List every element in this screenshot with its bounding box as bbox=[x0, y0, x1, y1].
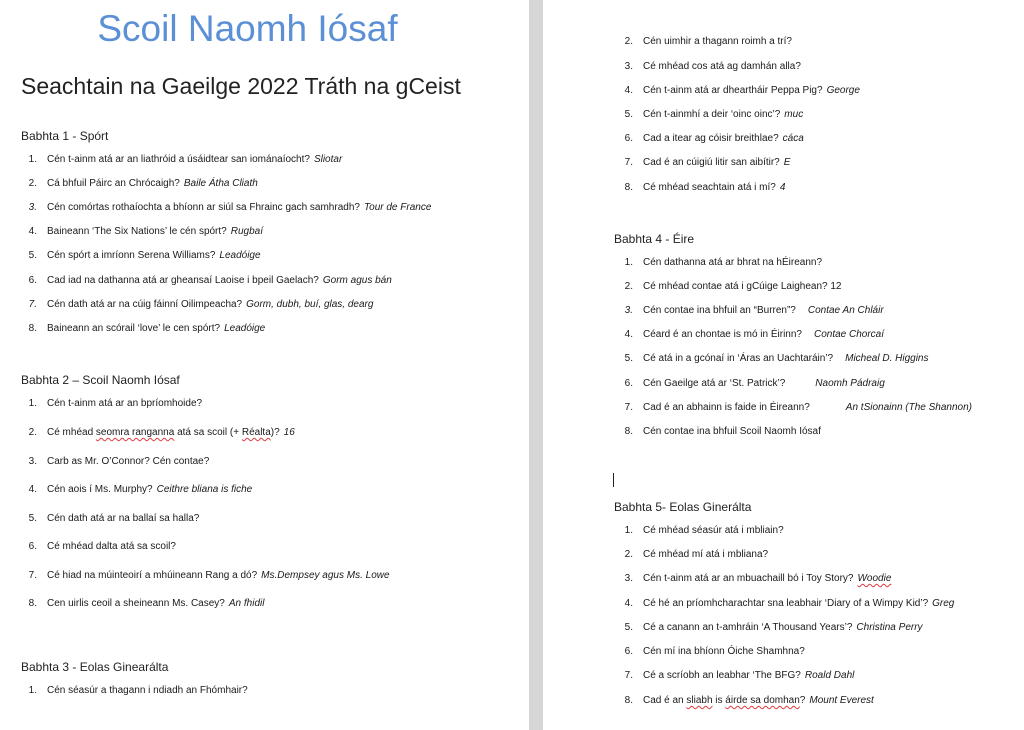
question-number: 5. bbox=[624, 622, 633, 633]
question-body: ? bbox=[799, 695, 806, 706]
question-text bbox=[643, 548, 768, 562]
question-text bbox=[643, 181, 785, 195]
question-body: Baineann an scórail ‘love’ le cen spórt? bbox=[47, 323, 221, 334]
question-number: 6. bbox=[28, 541, 37, 552]
question-body: Cé mhéad contae atá i gCúige Laighean? 12 bbox=[643, 281, 842, 292]
document-page-2 bbox=[543, 0, 1024, 730]
question-body: Cén spórt a imríonn Serena Williams? bbox=[47, 250, 216, 261]
question-number: 8. bbox=[624, 182, 633, 193]
question-number: 3. bbox=[624, 305, 633, 316]
question-body: Cén aois í Ms. Murphy? bbox=[47, 484, 153, 495]
question-number: 8. bbox=[624, 695, 633, 706]
question-number: 3. bbox=[624, 61, 633, 72]
question-text bbox=[47, 201, 431, 215]
question-text bbox=[643, 156, 790, 170]
question-text bbox=[643, 84, 860, 98]
question-text bbox=[643, 621, 923, 635]
spelling-error-text: seomra ranganna bbox=[95, 427, 175, 438]
question-text bbox=[643, 425, 821, 439]
question-number: 8. bbox=[28, 598, 37, 609]
question-body: Cé a scríobh an leabhar ‘The BFG? bbox=[643, 670, 801, 681]
question-text bbox=[643, 328, 884, 342]
question-body: Cé mhéad séasúr atá i mbliain? bbox=[643, 525, 784, 536]
question-number: 4. bbox=[28, 226, 37, 237]
question-number: 4. bbox=[624, 598, 633, 609]
question-text bbox=[643, 572, 891, 586]
question-body: Cén dath atá ar na cúig fáinní Oilimpeacha? bbox=[47, 299, 243, 310]
question-body: Cén mí ina bhíonn Óiche Shamhna? bbox=[643, 646, 805, 657]
answer-text: Sliotar bbox=[313, 154, 343, 165]
question-text bbox=[643, 280, 841, 294]
question-body: Carb as Mr. O’Connor? Cén contae? bbox=[47, 456, 210, 467]
question-number: 8. bbox=[28, 323, 37, 334]
question-text bbox=[47, 397, 202, 411]
question-body: Cé hiad na múinteoirí a mhúineann Rang a dó? bbox=[47, 570, 258, 581]
quiz-title: Seachtain na Gaeilge 2022 Tráth na gCeist bbox=[21, 73, 461, 99]
answer-text: Ms.Dempsey agus Ms. Lowe bbox=[261, 570, 390, 581]
question-number: 7. bbox=[624, 670, 633, 681]
school-title: Scoil Naomh Iósaf bbox=[97, 8, 398, 49]
question-number: 2. bbox=[28, 427, 37, 438]
question-number: 8. bbox=[624, 426, 633, 437]
question-number: 7. bbox=[624, 402, 633, 413]
answer-text: Gorm agus bán bbox=[322, 275, 392, 286]
question-text bbox=[47, 322, 265, 336]
question-body: Cé a canann an t-amhráin ‘A Thousand Years’? bbox=[643, 622, 853, 633]
question-text bbox=[643, 132, 804, 146]
question-body: Cén Gaeilge atá ar ‘St. Patrick’? bbox=[643, 378, 786, 389]
question-number: 6. bbox=[28, 275, 37, 286]
answer-text: 16 bbox=[283, 427, 295, 438]
answer-text: Leadóige bbox=[224, 323, 266, 334]
question-text bbox=[643, 524, 784, 538]
question-number: 2. bbox=[28, 178, 37, 189]
question-body: Cén séasúr a thagann i ndiadh an Fhómhair? bbox=[47, 685, 248, 696]
answer-text: An tSionainn (The Shannon) bbox=[845, 402, 972, 413]
question-body: Cad a itear ag cóisir breithlae? bbox=[643, 133, 779, 144]
question-body: Cad é an bbox=[643, 695, 687, 706]
question-text bbox=[643, 352, 929, 366]
question-text bbox=[643, 35, 792, 49]
question-number: 2. bbox=[624, 549, 633, 560]
answer-text: Contae Chorcaí bbox=[813, 329, 885, 340]
spelling-error-text: áirde sa domhan bbox=[725, 695, 800, 706]
question-number: 5. bbox=[28, 250, 37, 261]
question-text bbox=[47, 512, 199, 526]
question-body: Cén contae ina bhfuil an “Burren”? bbox=[643, 305, 796, 316]
question-number: 5. bbox=[28, 513, 37, 524]
round-3-title: Babhta 3 - Eolas Ginearálta bbox=[21, 660, 169, 674]
question-number: 4. bbox=[624, 329, 633, 340]
question-text bbox=[47, 426, 295, 440]
question-body: Céard é an chontae is mó in Éirinn? bbox=[643, 329, 802, 340]
question-text bbox=[643, 304, 884, 318]
answer-text: Ceithre bliana is fiche bbox=[156, 484, 253, 495]
question-text bbox=[47, 298, 373, 312]
round-4-title: Babhta 4 - Éire bbox=[614, 232, 695, 246]
question-body: Cén t-ainm atá ar an liathróid a úsáidtear san iománaíocht? bbox=[47, 154, 310, 165]
question-text bbox=[643, 377, 885, 391]
answer-text: Contae An Chláir bbox=[807, 305, 884, 316]
question-number: 3. bbox=[28, 456, 37, 467]
question-body: Cé mhéad seachtain atá i mí? bbox=[643, 182, 776, 193]
answer-text: Greg bbox=[932, 598, 955, 609]
question-text bbox=[643, 256, 822, 270]
question-body: Cén dathanna atá ar bhrat na hÉireann? bbox=[643, 257, 823, 268]
question-body: Baineann ‘The Six Nations’ le cén spórt? bbox=[47, 226, 227, 237]
answer-text: muc bbox=[784, 109, 804, 120]
question-number: 7. bbox=[624, 157, 633, 168]
question-text bbox=[643, 60, 801, 74]
spelling-error-text: sliabh bbox=[686, 695, 713, 706]
answer-text: Leadóige bbox=[219, 250, 261, 261]
question-body: Cén contae ina bhfuil Scoil Naomh Iósaf bbox=[643, 426, 821, 437]
question-text bbox=[47, 684, 248, 698]
answer-text: An fhidil bbox=[228, 598, 265, 609]
answer-text: Micheal D. Higgins bbox=[845, 353, 929, 364]
question-text bbox=[47, 540, 176, 554]
question-number: 1. bbox=[28, 685, 37, 696]
question-text bbox=[643, 694, 874, 708]
question-number: 1. bbox=[28, 398, 37, 409]
question-text bbox=[47, 274, 392, 288]
question-body: Cé mhéad cos atá ag damhán alla? bbox=[643, 61, 801, 72]
question-number: 1. bbox=[28, 154, 37, 165]
question-number: 6. bbox=[624, 646, 633, 657]
round-5-title: Babhta 5- Eolas Ginerálta bbox=[614, 500, 752, 514]
question-body: Cé atá in a gcónaí in ‘Áras an Uachtaráin’? bbox=[643, 353, 834, 364]
question-body: Cad iad na dathanna atá ar gheansaí Laoise i bpeil Gaelach? bbox=[47, 275, 319, 286]
question-text bbox=[47, 177, 258, 191]
question-body: Cén t-ainm atá ar an mbuachaill bó i Toy Story? bbox=[643, 573, 854, 584]
text-cursor bbox=[613, 473, 614, 487]
question-number: 6. bbox=[624, 133, 633, 144]
question-body: Cé mhéad dalta atá sa scoil? bbox=[47, 541, 176, 552]
question-body: Cé mhéad bbox=[47, 427, 96, 438]
question-number: 2. bbox=[624, 281, 633, 292]
question-number: 1. bbox=[624, 257, 633, 268]
question-number: 3. bbox=[28, 202, 37, 213]
question-number: 1. bbox=[624, 525, 633, 536]
spelling-error-text: Réalta bbox=[241, 427, 271, 438]
question-text bbox=[47, 153, 342, 167]
question-number: 5. bbox=[624, 109, 633, 120]
question-body: )? bbox=[270, 427, 280, 438]
answer-text: 4 bbox=[779, 182, 786, 193]
question-body: Cad é an abhainn is faide in Éireann? bbox=[643, 402, 810, 413]
question-text bbox=[643, 669, 854, 683]
question-text bbox=[643, 597, 954, 611]
question-number: 3. bbox=[624, 573, 633, 584]
question-body: Cá bhfuil Páirc an Chrócaigh? bbox=[47, 178, 180, 189]
question-body: Cé mhéad mí atá i mbliana? bbox=[643, 549, 769, 560]
question-number: 2. bbox=[624, 36, 633, 47]
question-text bbox=[47, 455, 209, 469]
answer-text: Roald Dahl bbox=[804, 670, 855, 681]
question-text bbox=[643, 108, 803, 122]
answer-text: George bbox=[826, 85, 860, 96]
question-body: Cén t-ainm atá ar an bpríomhoide? bbox=[47, 398, 203, 409]
question-text bbox=[47, 569, 390, 583]
answer-text: Woodie bbox=[857, 573, 892, 584]
question-body: Cén t-ainmhí a deir ‘oinc oinc’? bbox=[643, 109, 781, 120]
answer-text: Tour de France bbox=[363, 202, 432, 213]
question-body: Cén uimhir a thagann roimh a trí? bbox=[643, 36, 792, 47]
question-text bbox=[643, 645, 805, 659]
question-text bbox=[47, 597, 264, 611]
question-number: 5. bbox=[624, 353, 633, 364]
question-number: 7. bbox=[28, 299, 37, 310]
question-text bbox=[47, 483, 252, 497]
question-body: atá sa scoil (+ bbox=[174, 427, 242, 438]
answer-text: Mount Everest bbox=[809, 695, 874, 706]
answer-text: Baile Átha Cliath bbox=[183, 178, 258, 189]
answer-text: Naomh Pádraig bbox=[815, 378, 885, 389]
question-body: Cén comórtas rothaíochta a bhíonn ar siúl sa Fhrainc gach samhradh? bbox=[47, 202, 360, 213]
question-text bbox=[643, 401, 972, 415]
question-body: Cén t-ainm atá ar dheartháir Peppa Pig? bbox=[643, 85, 823, 96]
question-number: 7. bbox=[28, 570, 37, 581]
question-number: 6. bbox=[624, 378, 633, 389]
round-1-title: Babhta 1 - Spórt bbox=[21, 129, 109, 143]
question-text bbox=[47, 225, 263, 239]
question-body: Cad é an cúigiú litir san aibítir? bbox=[643, 157, 780, 168]
round-2-title: Babhta 2 – Scoil Naomh Iósaf bbox=[21, 373, 180, 387]
answer-text: E bbox=[783, 157, 791, 168]
answer-text: Christina Perry bbox=[856, 622, 923, 633]
answer-text: Rugbaí bbox=[230, 226, 263, 237]
answer-text: Gorm, dubh, buí, glas, dearg bbox=[246, 299, 374, 310]
answer-text: cáca bbox=[782, 133, 804, 144]
question-body: Cé hé an príomhcharachtar sna leabhair ‘Diary of a Wimpy Kid’? bbox=[643, 598, 929, 609]
question-body: Cen uirlis ceoil a sheineann Ms. Casey? bbox=[47, 598, 225, 609]
question-text bbox=[47, 249, 261, 263]
question-body: is bbox=[712, 695, 726, 706]
question-number: 4. bbox=[624, 85, 633, 96]
question-body: Cén dath atá ar na ballaí sa halla? bbox=[47, 513, 200, 524]
question-number: 4. bbox=[28, 484, 37, 495]
